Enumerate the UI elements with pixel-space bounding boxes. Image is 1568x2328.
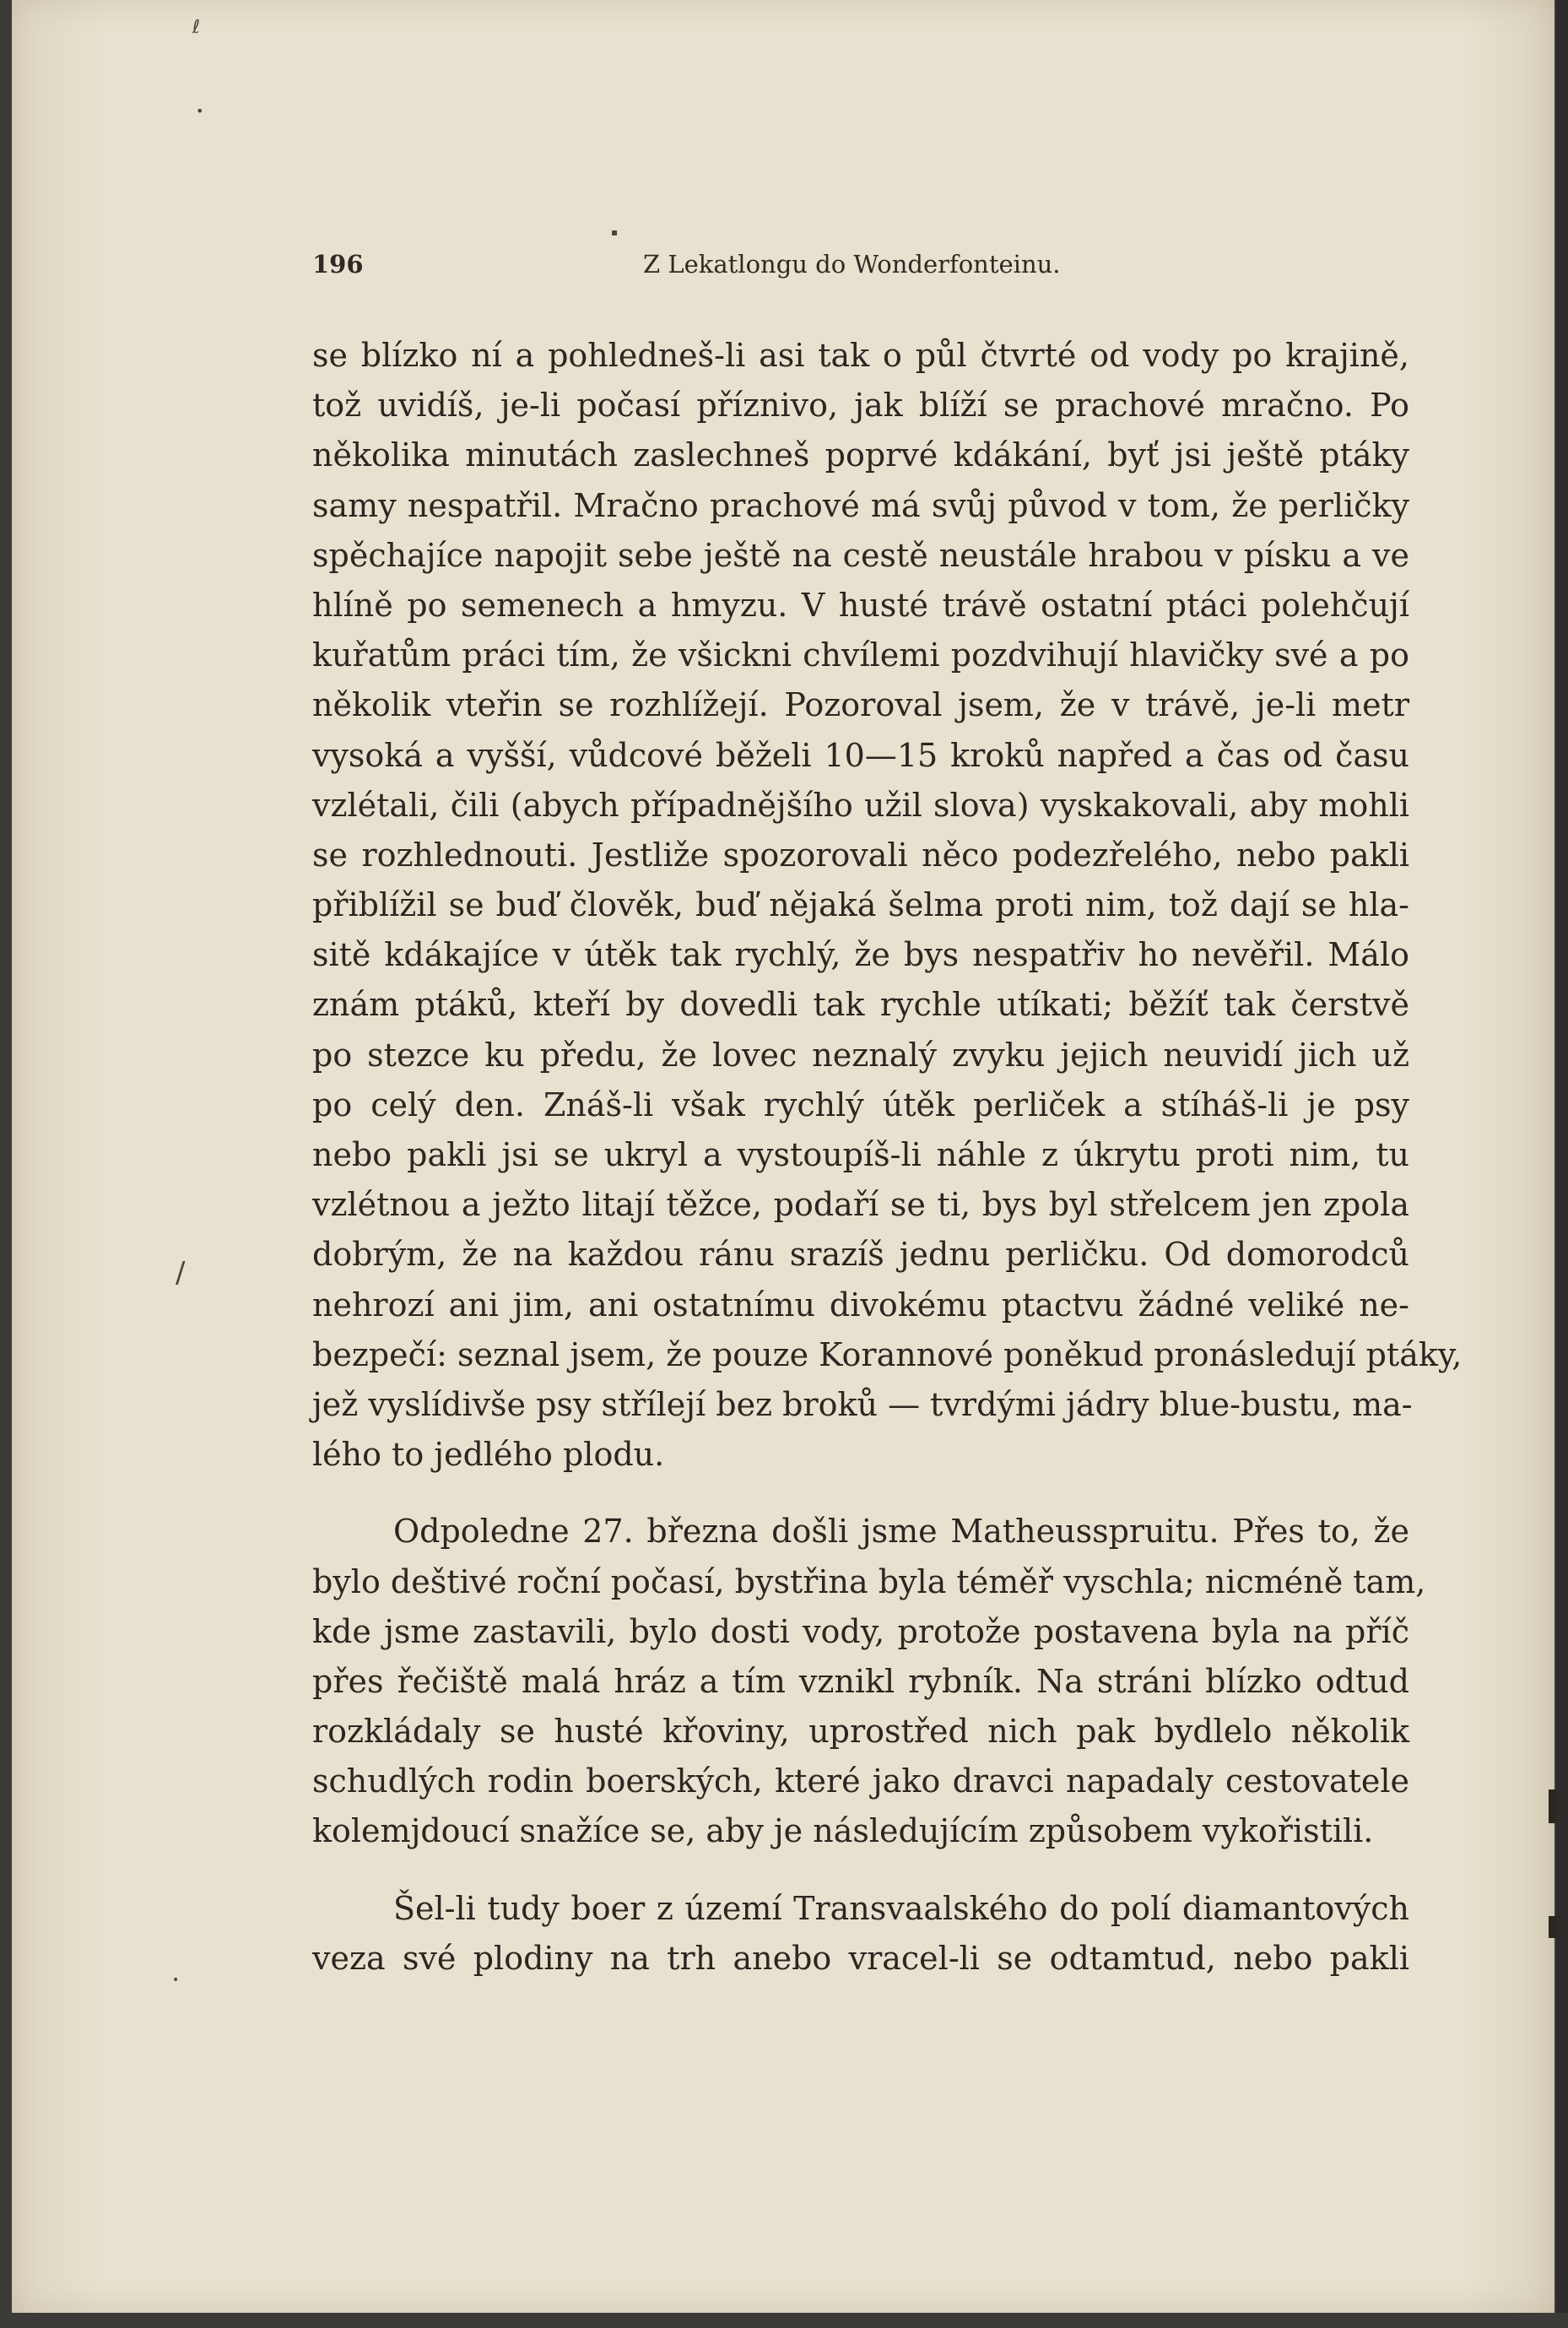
text-line: přes řečiště malá hráz a tím vznikl rybník. Na stráni blízko odtud	[312, 1662, 1409, 1700]
text-line: spěchajíce napojit sebe ještě na cestě neustále hrabou v písku a ve	[312, 536, 1409, 574]
text-line: po stezce ku předu, že lovec neznalý zvyku jejich neuvidí jich už	[312, 1036, 1409, 1074]
scan-speck: ℓ	[192, 17, 201, 38]
text-line: lého to jedlého plodu.	[312, 1436, 665, 1474]
text-line: po celý den. Znáš-li však rychlý útěk perliček a stíháš-li je psy	[312, 1085, 1409, 1123]
running-head	[312, 250, 1090, 290]
edge-tab	[1549, 1916, 1556, 1938]
scan-speck: •	[172, 1973, 180, 1987]
body-text	[312, 331, 1463, 1984]
page-number: 196	[312, 250, 364, 279]
paragraph-2	[312, 1507, 1426, 1856]
text-line: vysoká a vyšší, vůdcové běželi 10—15 kroků napřed a čas od času	[312, 736, 1409, 774]
text-line: Šel-li tudy boer z území Transvaalského do polí diamantových	[393, 1889, 1409, 1927]
text-line: se blízko ní a pohledneš-li asi tak o půl čtvrté od vody po krajině,	[312, 337, 1409, 374]
text-line: vzlétali, čili (abych případnějšího užil slova) vyskakovali, aby mohli	[312, 786, 1409, 824]
text-line: kde jsme zastavili, bylo dosti vody, protože postavena byla na příč	[312, 1612, 1409, 1650]
paragraph-1	[312, 331, 1463, 1480]
text-line: bylo deštivé roční počasí, bystřina byla téměř vyschla; nicméně tam,	[312, 1562, 1426, 1600]
text-line: se rozhlednouti. Jestliže spozorovali něco podezřelého, nebo pakli	[312, 836, 1409, 874]
text-line: samy nespatřil. Mračno prachové má svůj původ v tom, že perličky	[312, 486, 1409, 524]
text-line: rozkládaly se husté křoviny, uprostřed nich pak bydlelo několik	[312, 1713, 1409, 1751]
running-title: Z Lekatlongu do Wonderfonteinu.	[643, 250, 1061, 279]
text-line: Odpoledne 27. března došli jsme Matheusspruitu. Přes to, že	[393, 1513, 1409, 1551]
text-line: schudlých rodin boerských, které jako dravci napadaly cestovatele	[312, 1762, 1409, 1800]
text-line: tož uvidíš, je-li počasí příznivo, jak blíží se prachové mračno. Po	[312, 387, 1409, 425]
text-line: několik vteřin se rozhlížejí. Pozoroval jsem, že v trávě, je-li metr	[312, 686, 1409, 724]
text-line: kuřatům práci tím, že všickni chvílemi pozdvihují hlavičky své a po	[312, 636, 1409, 674]
text-line: přiblížil se buď člověk, buď nějaká šelma proti nim, tož dají se hla-	[312, 886, 1409, 924]
text-line: vzlétnou a ježto litají těžce, podaří se ti, bys byl střelcem jen zpola	[312, 1186, 1409, 1224]
scan-edge	[1556, 0, 1568, 2313]
scan-speck: •	[196, 103, 204, 119]
scan-speck: ▪	[611, 226, 619, 238]
text-line: několika minutách zaslechneš poprvé kdákání, byť jsi ještě ptáky	[312, 436, 1409, 474]
text-line: kolemjdoucí snažíce se, aby je následujícím způsobem vykořistili.	[312, 1812, 1374, 1850]
text-line: sitě kdákajíce v útěk tak rychlý, že bys nespatřiv ho nevěřil. Málo	[312, 936, 1409, 974]
edge-tab	[1549, 1789, 1556, 1823]
text-line: nehrozí ani jim, ani ostatnímu divokému ptactvu žádné veliké ne-	[312, 1286, 1409, 1324]
book-page	[12, 0, 1554, 2313]
text-line: jež vyslídivše psy střílejí bez broků — tvrdými jádry blue-bustu, ma-	[312, 1385, 1413, 1423]
text-line: znám ptáků, kteří by dovedli tak rychle utíkati; běžíť tak čerstvě	[312, 986, 1409, 1024]
text-line: veza své plodiny na trh anebo vracel-li se odtamtud, nebo pakli	[312, 1939, 1409, 1977]
text-line: hlíně po semenech a hmyzu. V husté trávě ostatní ptáci polehčují	[312, 586, 1409, 624]
text-line: dobrým, že na každou ránu srazíš jednu perličku. Od domorodců	[312, 1236, 1409, 1274]
text-line: bezpečí: seznal jsem, že pouze Korannové poněkud pronásledují ptáky,	[312, 1335, 1463, 1373]
margin-pencil-mark: /	[176, 1256, 186, 1290]
paragraph-3	[312, 1884, 1409, 1984]
text-line: nebo pakli jsi se ukryl a vystoupíš-li náhle z úkrytu proti nim, tu	[312, 1136, 1409, 1173]
